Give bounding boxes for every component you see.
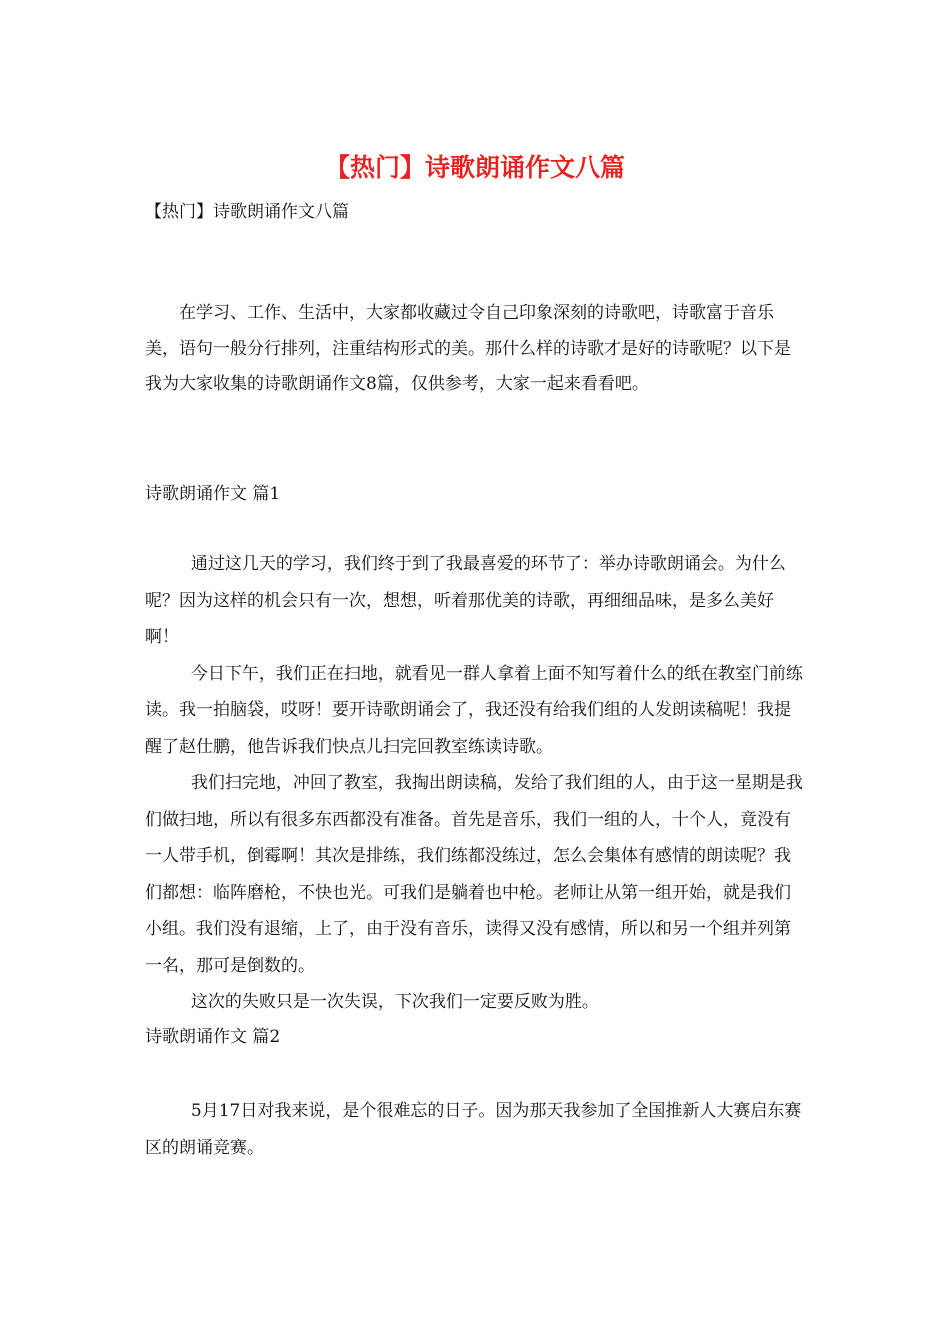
document-subtitle: 【热门】诗歌朗诵作文八篇 — [145, 202, 349, 222]
intro-paragraph: 在学习、工作、生活中，大家都收藏过令自己印象深刻的诗歌吧，诗歌富于音乐美，语句一般分行排列，注重结构形式的美。那什么样的诗歌才是好的诗歌呢？以下是我为大家收集的诗歌朗诵作文8篇，仅供参考，大家一起来看看吧。 — [145, 303, 791, 394]
section-body-1 — [145, 546, 807, 1021]
body-paragraph: 我们扫完地，冲回了教室，我掏出朗读稿，发给了我们组的人，由于这一星期是我们做扫地，所以有很多东西都没有准备。首先是音乐，我们一组的人，十个人，竟没有一人带手机，倒霉啊！其次是排练，我们练都没练过，怎么会集体有感情的朗读呢？我们都想：临阵磨枪，不快也光。可我们是躺着也中枪。老师让从第一组开始，就是我们小组。我们没有退缩，上了，由于没有音乐，读得又没有感情，所以和另一个组并列第一名，那可是倒数的。 — [145, 773, 803, 976]
body-paragraph: 这次的失败只是一次失误，下次我们一定要反败为胜。 — [190, 992, 599, 1012]
body-paragraph: 5月17日对我来说，是个很难忘的日子。因为那天我参加了全国推新人大赛启东赛区的朗诵竞赛。 — [145, 1101, 802, 1158]
body-paragraph: 通过这几天的学习，我们终于到了我最喜爱的环节了：举办诗歌朗诵会。为什么呢？因为这样的机会只有一次，想想，听着那优美的诗歌，再细细品味，是多么美好啊！ — [145, 554, 786, 647]
section-heading-2: 诗歌朗诵作文 篇2 — [145, 1027, 281, 1047]
section-heading-1: 诗歌朗诵作文 篇1 — [145, 484, 281, 504]
document-title: 【热门】诗歌朗诵作文八篇 — [324, 153, 625, 182]
body-paragraph: 今日下午，我们正在扫地，就看见一群人拿着上面不知写着什么的纸在教室门前练读。我一拍脑袋，哎呀！要开诗歌朗诵会了，我还没有给我们组的人发朗读稿呢！我提醒了赵仕鹏，他告诉我们快点儿扫完回教室练读诗歌。 — [145, 663, 803, 757]
section-body-2 — [145, 1093, 807, 1166]
